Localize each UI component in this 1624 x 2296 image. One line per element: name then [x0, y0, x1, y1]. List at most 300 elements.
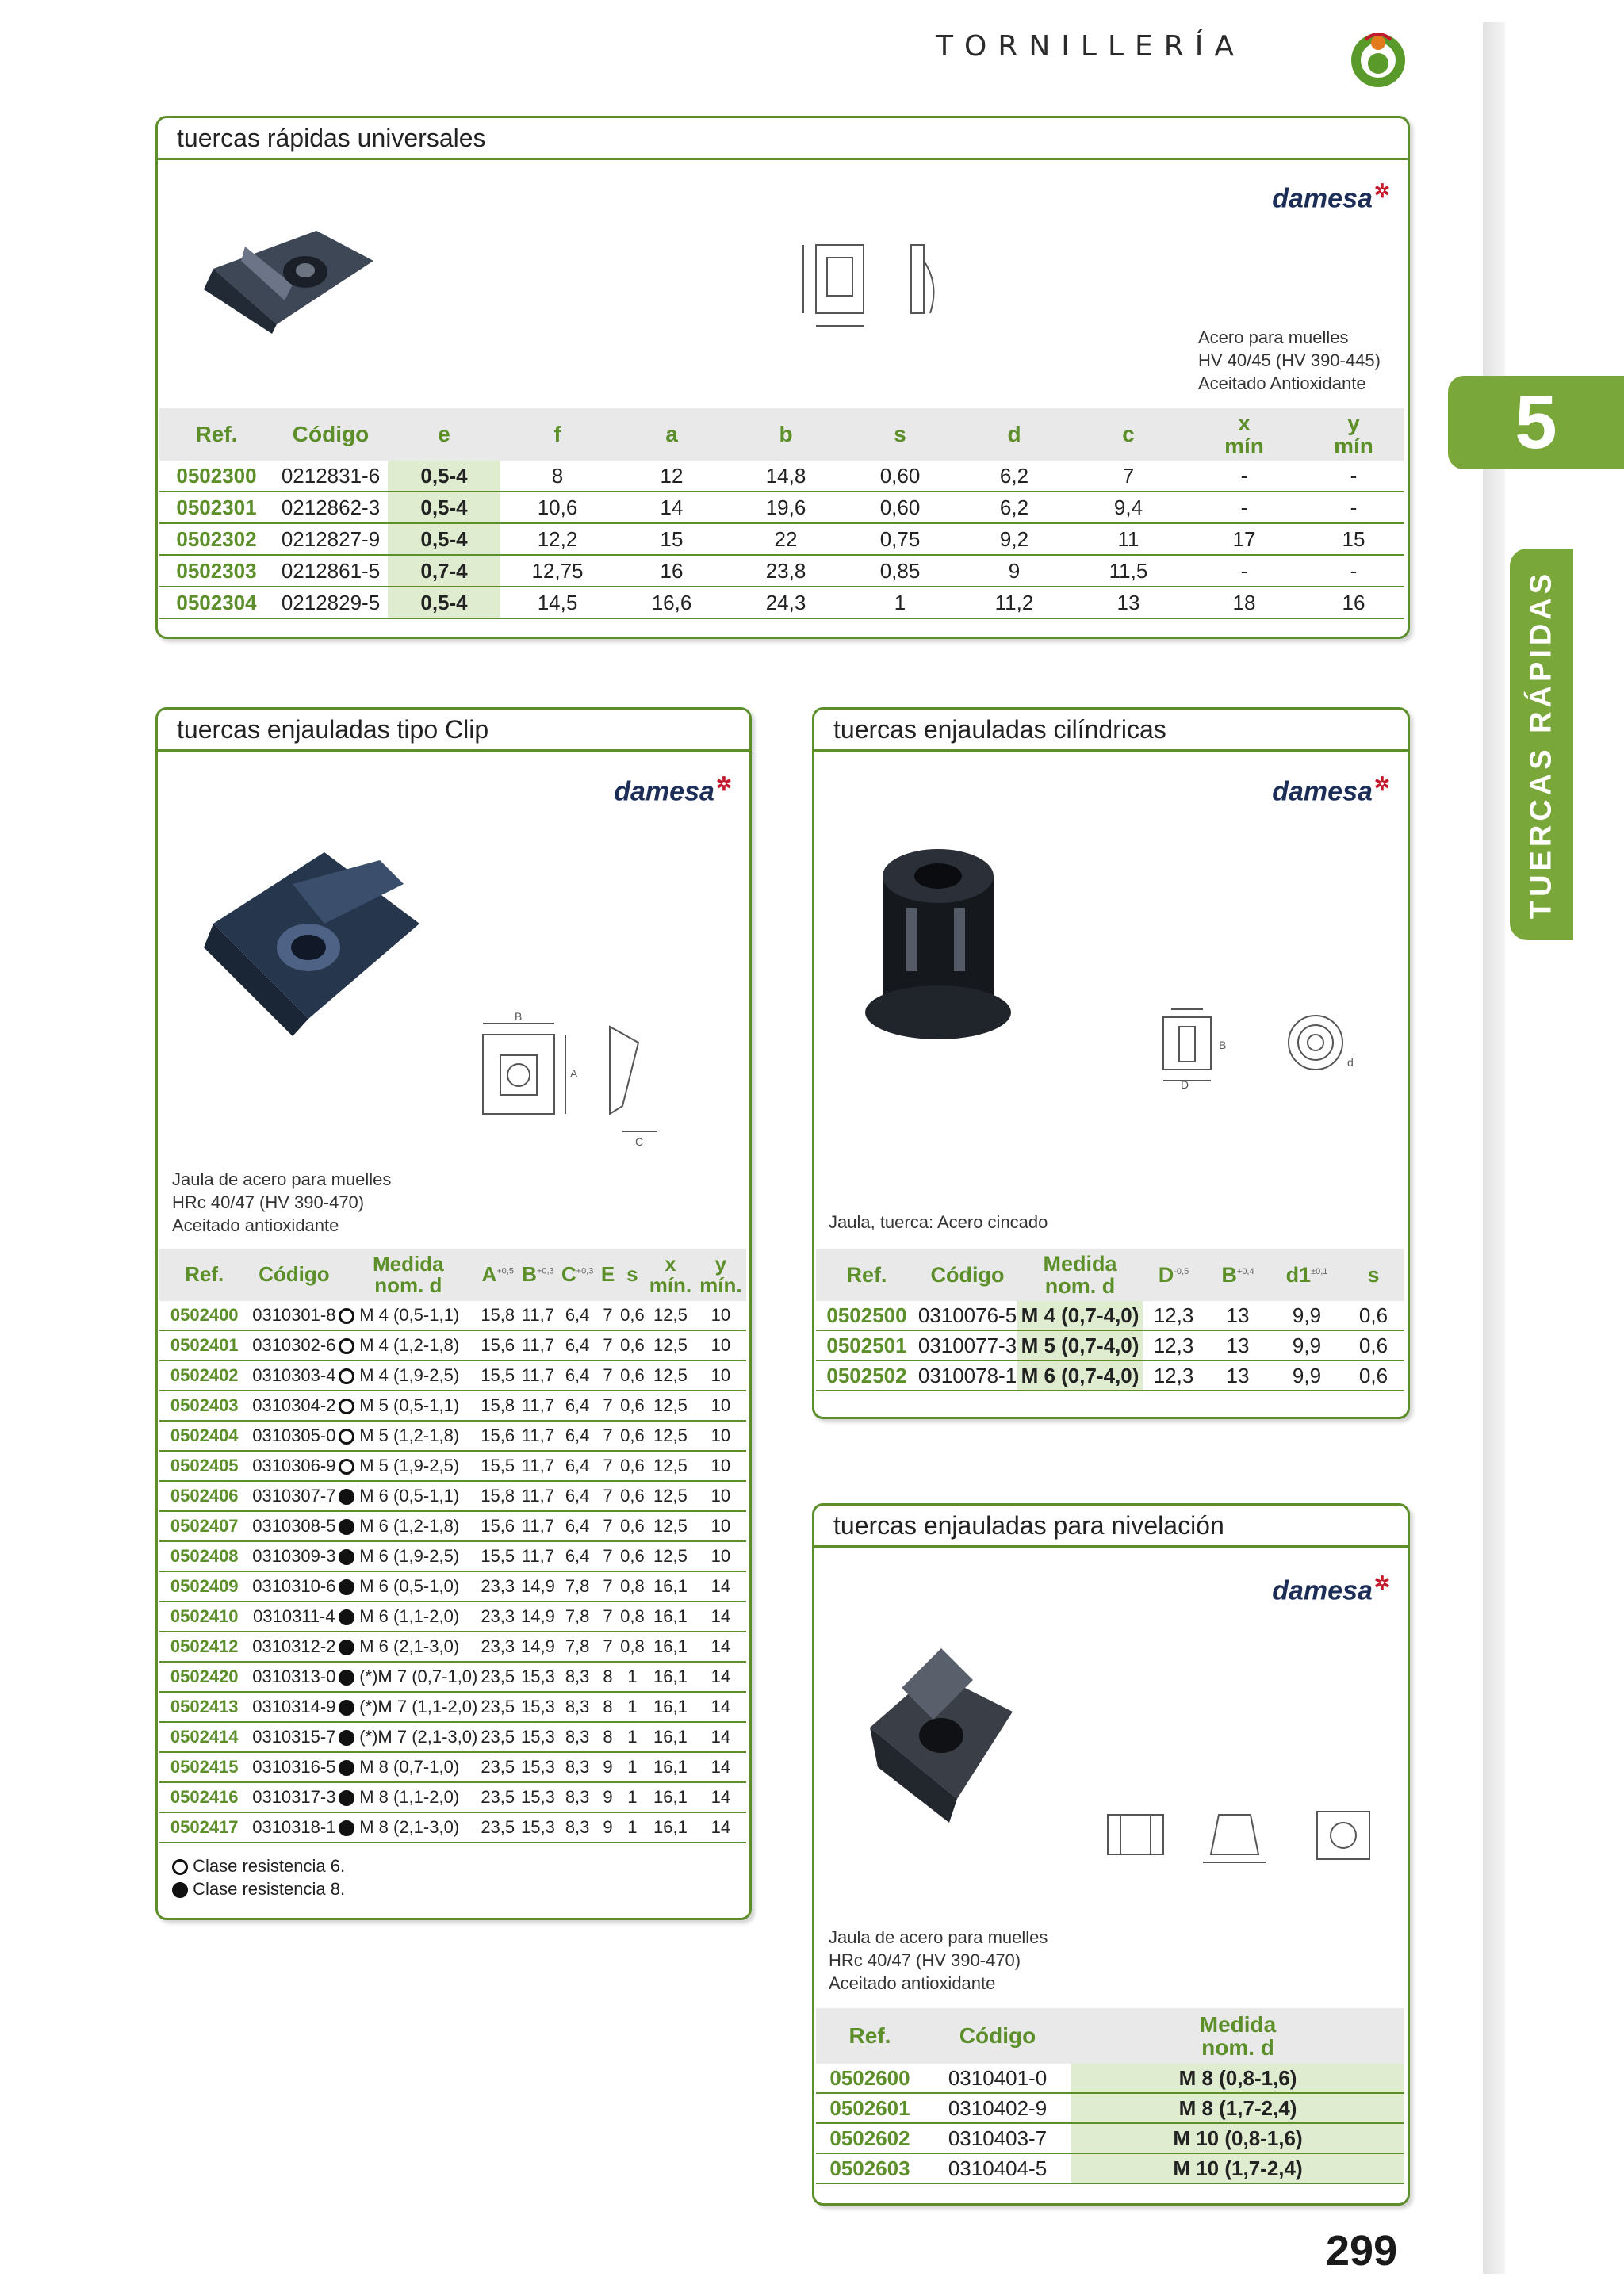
- cell-c: 7: [1071, 461, 1185, 492]
- cell-E: 7: [596, 1632, 619, 1662]
- cell-E: 7: [596, 1451, 619, 1481]
- cell-A: 15,8: [477, 1481, 518, 1511]
- cell-b: 14,8: [729, 461, 843, 492]
- cell-s: 0,6: [1342, 1330, 1404, 1360]
- cell-s: 0,60: [843, 492, 957, 523]
- cell-x: 16,1: [645, 1692, 695, 1722]
- cell-ref: 0502420: [159, 1662, 249, 1692]
- filled-circle-icon: [339, 1670, 354, 1686]
- col-f: f: [500, 408, 615, 461]
- cell-y: 14: [695, 1782, 746, 1812]
- cell-C: 6,4: [558, 1511, 597, 1541]
- cell-E: 7: [596, 1571, 619, 1601]
- cell-medida: M 8 (0,8-1,6): [1071, 2064, 1404, 2093]
- technical-drawing-universal: [792, 229, 967, 348]
- cell-C: 8,3: [558, 1812, 597, 1843]
- svg-text:C: C: [635, 1135, 644, 1148]
- cell-medida: M 10 (0,8-1,6): [1071, 2123, 1404, 2153]
- product-photo-clip-cage-nut: [197, 828, 435, 1043]
- cell-A: 23,5: [477, 1662, 518, 1692]
- cell-medida: M 6 (2,1-3,0): [339, 1632, 477, 1662]
- cell-C: 7,8: [558, 1601, 597, 1632]
- cell-d1: 9,9: [1271, 1301, 1342, 1330]
- cell-medida: M 5 (1,9-2,5): [339, 1451, 477, 1481]
- cell-medida: M 6 (0,5-1,0): [339, 1571, 477, 1601]
- filled-circle-icon: [339, 1519, 354, 1535]
- cell-ref: 0502302: [159, 523, 274, 555]
- cell-ref: 0502304: [159, 587, 274, 618]
- cell-e: 0,5-4: [388, 523, 500, 555]
- cell-ref: 0502601: [816, 2093, 924, 2123]
- open-circle-icon: [339, 1459, 354, 1475]
- cell-medida: M 8 (0,7-1,0): [339, 1752, 477, 1782]
- panel-tuercas-enjauladas-nivelacion: [812, 1503, 1410, 2206]
- cell-y: 14: [695, 1571, 746, 1601]
- cell-medida: (*)M 7 (2,1-3,0): [339, 1722, 477, 1752]
- cell-f: 8: [500, 461, 615, 492]
- col-medida: Medida nom. d: [1071, 2008, 1404, 2064]
- cell-codigo: 0310308-5: [249, 1511, 339, 1541]
- table-universales: [159, 408, 1404, 619]
- cell-d: 9: [957, 555, 1071, 587]
- filled-circle-icon: [339, 1549, 354, 1565]
- cell-codigo: 0310311-4: [249, 1601, 339, 1632]
- table-row: [816, 2123, 1404, 2153]
- cell-A: 23,5: [477, 1722, 518, 1752]
- table-row: [159, 1752, 746, 1782]
- cell-b: 24,3: [729, 587, 843, 618]
- cell-s: 0,6: [619, 1421, 646, 1451]
- cell-A: 15,5: [477, 1541, 518, 1571]
- section-title: tuercas rápidas universales: [158, 118, 1408, 160]
- table-row: [159, 523, 1404, 555]
- cell-codigo: 0310312-2: [249, 1632, 339, 1662]
- cell-y: 14: [695, 1752, 746, 1782]
- cell-B: 13: [1205, 1360, 1271, 1391]
- cell-codigo: 0310401-0: [924, 2064, 1071, 2093]
- cell-medida: M 5 (0,5-1,1): [339, 1391, 477, 1421]
- cell-f: 12,2: [500, 523, 615, 555]
- cell-y: 10: [695, 1330, 746, 1360]
- col-ref: Ref.: [816, 1249, 917, 1301]
- cell-x: 12,5: [645, 1391, 695, 1421]
- cell-ref: 0502416: [159, 1782, 249, 1812]
- cell-c: 11,5: [1071, 555, 1185, 587]
- brand-mark-icon: ✲: [1373, 181, 1390, 202]
- brand-damesa: damesa✲: [1272, 1573, 1390, 1606]
- cell-x: 16,1: [645, 1722, 695, 1752]
- cell-ref: 0502414: [159, 1722, 249, 1752]
- table-row: [159, 1722, 746, 1752]
- cell-s: 1: [619, 1722, 646, 1752]
- cell-y: 10: [695, 1541, 746, 1571]
- cell-s: 1: [843, 587, 957, 618]
- cell-C: 7,8: [558, 1632, 597, 1662]
- cell-medida: M 8 (1,7-2,4): [1071, 2093, 1404, 2123]
- col-ref: Ref.: [159, 408, 274, 461]
- cell-d: 6,2: [957, 492, 1071, 523]
- filled-circle-icon: [339, 1700, 354, 1716]
- cell-x: 12,5: [645, 1360, 695, 1391]
- cell-A: 23,5: [477, 1782, 518, 1812]
- cell-codigo: 0310307-7: [249, 1481, 339, 1511]
- table-row: [159, 1360, 746, 1391]
- cell-medida: M 6 (0,7-4,0): [1017, 1360, 1143, 1391]
- cell-codigo: 0310403-7: [924, 2123, 1071, 2153]
- open-circle-icon: [172, 1859, 188, 1875]
- col-d: d: [957, 408, 1071, 461]
- table-row: [816, 2153, 1404, 2183]
- cell-ref: 0502415: [159, 1752, 249, 1782]
- cell-y: 14: [695, 1692, 746, 1722]
- cell-e: 0,5-4: [388, 492, 500, 523]
- col-ref: Ref.: [816, 2008, 924, 2064]
- cell-E: 7: [596, 1541, 619, 1571]
- col-c: c: [1071, 408, 1185, 461]
- brand-mark-icon: ✲: [1373, 774, 1390, 795]
- cell-s: 0,6: [619, 1481, 646, 1511]
- table-nivelacion: [816, 2008, 1404, 2184]
- panel-tuercas-enjauladas-cilindricas: [812, 707, 1410, 1419]
- cell-s: 1: [619, 1812, 646, 1843]
- table-row: [159, 1421, 746, 1451]
- cell-C: 6,4: [558, 1360, 597, 1391]
- cell-y: 15: [1303, 523, 1404, 555]
- brand-damesa: damesa✲: [1272, 181, 1390, 214]
- brand-logo-icon: [1348, 29, 1408, 89]
- cell-codigo: 0310310-6: [249, 1571, 339, 1601]
- section-title: tuercas enjauladas cilíndricas: [814, 710, 1408, 752]
- table-row: [159, 1330, 746, 1360]
- cell-d: 11,2: [957, 587, 1071, 618]
- filled-circle-icon: [172, 1882, 188, 1898]
- cell-B: 15,3: [518, 1662, 558, 1692]
- cell-ref: 0502410: [159, 1601, 249, 1632]
- cell-medida: M 5 (0,7-4,0): [1017, 1330, 1143, 1360]
- cell-E: 7: [596, 1391, 619, 1421]
- cell-d1: 9,9: [1271, 1360, 1342, 1391]
- cell-s: 0,8: [619, 1601, 646, 1632]
- material-note: Jaula de acero para muelles HRc 40/47 (HV 390-470) Aceitado antioxidante: [172, 1169, 392, 1235]
- cell-e: 0,7-4: [388, 555, 500, 587]
- cell-y: 10: [695, 1481, 746, 1511]
- cell-y: -: [1303, 555, 1404, 587]
- col-C: $C^{+0,3}$: [558, 1249, 597, 1301]
- cell-ref: 0502301: [159, 492, 274, 523]
- cell-s: 0,75: [843, 523, 957, 555]
- cell-s: 0,6: [619, 1511, 646, 1541]
- section-side-label: TUERCAS RÁPIDAS: [1524, 569, 1558, 920]
- cell-x: -: [1185, 461, 1303, 492]
- cell-s: 0,6: [1342, 1360, 1404, 1391]
- panel-tuercas-rapidas-universales: [155, 116, 1410, 639]
- cell-B: 11,7: [518, 1421, 558, 1451]
- cell-medida: M 6 (1,1-2,0): [339, 1601, 477, 1632]
- cell-d: 9,2: [957, 523, 1071, 555]
- col-s: s: [843, 408, 957, 461]
- table-row: [159, 1601, 746, 1632]
- cell-A: 15,5: [477, 1360, 518, 1391]
- cell-codigo: 0310078-1: [917, 1360, 1017, 1391]
- cell-ref: 0502501: [816, 1330, 917, 1360]
- cell-c: 9,4: [1071, 492, 1185, 523]
- cell-x: 16,1: [645, 1571, 695, 1601]
- cell-b: 23,8: [729, 555, 843, 587]
- cell-x: 17: [1185, 523, 1303, 555]
- cell-B: 14,9: [518, 1632, 558, 1662]
- cell-B: 15,3: [518, 1692, 558, 1722]
- col-y: y mín: [1303, 408, 1404, 461]
- page-number: 299: [1326, 2227, 1398, 2275]
- col-E: E: [596, 1249, 619, 1301]
- cell-A: 15,6: [477, 1511, 518, 1541]
- table-row: [159, 1632, 746, 1662]
- cell-codigo: 0310304-2: [249, 1391, 339, 1421]
- cell-ref: 0502402: [159, 1360, 249, 1391]
- cell-B: 11,7: [518, 1360, 558, 1391]
- cell-s: 0,6: [619, 1391, 646, 1421]
- filled-circle-icon: [339, 1820, 354, 1836]
- cell-C: 6,4: [558, 1330, 597, 1360]
- filled-circle-icon: [339, 1579, 354, 1595]
- cell-a: 16: [615, 555, 729, 587]
- col-codigo: Código: [249, 1249, 339, 1301]
- cell-ref: 0502413: [159, 1692, 249, 1722]
- cell-A: 15,5: [477, 1451, 518, 1481]
- cell-ref: 0502408: [159, 1541, 249, 1571]
- cell-codigo: 0310303-4: [249, 1360, 339, 1391]
- cell-y: 14: [695, 1662, 746, 1692]
- cell-codigo: 0212862-3: [274, 492, 388, 523]
- table-cilindricas: [816, 1249, 1404, 1391]
- cell-f: 12,75: [500, 555, 615, 587]
- col-A: $A^{+0,5}$: [477, 1249, 518, 1301]
- cell-y: 10: [695, 1391, 746, 1421]
- material-note: Jaula, tuerca: Acero cincado: [829, 1212, 1048, 1232]
- cell-ref: 0502600: [816, 2064, 924, 2093]
- cell-C: 7,8: [558, 1571, 597, 1601]
- filled-circle-icon: [339, 1760, 354, 1776]
- cell-x: 12,5: [645, 1511, 695, 1541]
- cell-codigo: 0212831-6: [274, 461, 388, 492]
- cell-E: 7: [596, 1330, 619, 1360]
- table-row: [159, 1391, 746, 1421]
- cell-E: 8: [596, 1662, 619, 1692]
- table-row: [159, 461, 1404, 492]
- cell-codigo: 0310301-8: [249, 1301, 339, 1330]
- cell-codigo: 0212829-5: [274, 587, 388, 618]
- cell-y: -: [1303, 492, 1404, 523]
- cell-A: 15,8: [477, 1301, 518, 1330]
- cell-codigo: 0310402-9: [924, 2093, 1071, 2123]
- cell-C: 6,4: [558, 1421, 597, 1451]
- cell-B: 11,7: [518, 1481, 558, 1511]
- open-circle-icon: [339, 1429, 354, 1445]
- cell-a: 12: [615, 461, 729, 492]
- cell-C: 6,4: [558, 1481, 597, 1511]
- cell-ref: 0502303: [159, 555, 274, 587]
- cell-e: 0,5-4: [388, 587, 500, 618]
- cell-codigo: 0212861-5: [274, 555, 388, 587]
- table-row: [816, 1360, 1404, 1391]
- table-row: [159, 1692, 746, 1722]
- cell-medida: M 8 (1,1-2,0): [339, 1782, 477, 1812]
- cell-codigo: 0310306-9: [249, 1451, 339, 1481]
- cell-y: -: [1303, 461, 1404, 492]
- cell-C: 6,4: [558, 1541, 597, 1571]
- cell-s: 0,6: [619, 1541, 646, 1571]
- cell-C: 8,3: [558, 1752, 597, 1782]
- right-page-rail: [1483, 22, 1505, 2274]
- legend-resistance-classes: [172, 1854, 345, 1900]
- cell-ref: 0502405: [159, 1451, 249, 1481]
- cell-C: 6,4: [558, 1451, 597, 1481]
- cell-C: 8,3: [558, 1662, 597, 1692]
- col-medida: Medida nom. d: [1017, 1249, 1143, 1301]
- cell-a: 16,6: [615, 587, 729, 618]
- col-s: s: [619, 1249, 646, 1301]
- cell-ref: 0502300: [159, 461, 274, 492]
- col-B: $B^{+0,4}$: [1205, 1249, 1271, 1301]
- cell-ref: 0502602: [816, 2123, 924, 2153]
- panel-tuercas-enjauladas-clip: [155, 707, 752, 1920]
- cell-E: 7: [596, 1421, 619, 1451]
- cell-E: 9: [596, 1782, 619, 1812]
- cell-x: -: [1185, 492, 1303, 523]
- cell-x: 12,5: [645, 1481, 695, 1511]
- col-x: x mín.: [645, 1249, 695, 1301]
- cell-A: 23,5: [477, 1752, 518, 1782]
- svg-text:B: B: [515, 1011, 523, 1023]
- cell-x: 16,1: [645, 1601, 695, 1632]
- cell-f: 10,6: [500, 492, 615, 523]
- cell-A: 15,6: [477, 1330, 518, 1360]
- cell-D: 12,3: [1143, 1330, 1205, 1360]
- cell-codigo: 0310076-5: [917, 1301, 1017, 1330]
- table-row: [159, 1511, 746, 1541]
- cell-medida: M 8 (2,1-3,0): [339, 1812, 477, 1843]
- cell-D: 12,3: [1143, 1301, 1205, 1330]
- cell-medida: M 4 (0,5-1,1): [339, 1301, 477, 1330]
- table-row: [816, 1301, 1404, 1330]
- cell-y: 10: [695, 1451, 746, 1481]
- cell-c: 13: [1071, 587, 1185, 618]
- cell-f: 14,5: [500, 587, 615, 618]
- cell-ref: 0502502: [816, 1360, 917, 1391]
- technical-drawing-leveling: [1092, 1799, 1393, 1878]
- cell-E: 7: [596, 1481, 619, 1511]
- cell-s: 1: [619, 1692, 646, 1722]
- cell-codigo: 0310313-0: [249, 1662, 339, 1692]
- cell-b: 22: [729, 523, 843, 555]
- cell-y: 10: [695, 1511, 746, 1541]
- cell-b: 19,6: [729, 492, 843, 523]
- cell-s: 0,8: [619, 1632, 646, 1662]
- cell-y: 16: [1303, 587, 1404, 618]
- cell-medida: M 10 (1,7-2,4): [1071, 2153, 1404, 2183]
- cell-s: 1: [619, 1752, 646, 1782]
- cell-C: 8,3: [558, 1692, 597, 1722]
- cell-d: 6,2: [957, 461, 1071, 492]
- cell-codigo: 0310318-1: [249, 1812, 339, 1843]
- cell-s: 0,8: [619, 1571, 646, 1601]
- cell-B: 11,7: [518, 1301, 558, 1330]
- page-header-title: TORNILLERÍA: [936, 30, 1246, 63]
- product-photo-cylindrical-cage-nut: [859, 836, 1017, 1050]
- cell-x: 16,1: [645, 1812, 695, 1843]
- cell-y: 10: [695, 1421, 746, 1451]
- cell-medida: M 4 (1,2-1,8): [339, 1330, 477, 1360]
- cell-c: 11: [1071, 523, 1185, 555]
- material-note: Jaula de acero para muelles HRc 40/47 (HV 390-470) Aceitado antioxidante: [829, 1927, 1048, 1993]
- cell-B: 11,7: [518, 1511, 558, 1541]
- table-row: [159, 1451, 746, 1481]
- section-side-tab: [1510, 549, 1573, 940]
- cell-x: 12,5: [645, 1421, 695, 1451]
- col-codigo: Código: [917, 1249, 1017, 1301]
- cell-medida: (*)M 7 (1,1-2,0): [339, 1692, 477, 1722]
- cell-ref: 0502603: [816, 2153, 924, 2183]
- col-a: a: [615, 408, 729, 461]
- cell-y: 10: [695, 1301, 746, 1330]
- cell-codigo: 0310404-5: [924, 2153, 1071, 2183]
- cell-s: 1: [619, 1782, 646, 1812]
- cell-s: 0,85: [843, 555, 957, 587]
- brand-mark-icon: ✲: [1373, 1573, 1390, 1594]
- cell-medida: M 6 (1,2-1,8): [339, 1511, 477, 1541]
- cell-y: 10: [695, 1360, 746, 1391]
- cell-x: 16,1: [645, 1662, 695, 1692]
- table-row: [159, 587, 1404, 618]
- cell-E: 8: [596, 1722, 619, 1752]
- table-row: [159, 555, 1404, 587]
- cell-B: 13: [1205, 1330, 1271, 1360]
- material-note: Acero para muelles HV 40/45 (HV 390-445) Aceitado Antioxidante: [1198, 327, 1381, 393]
- cell-B: 14,9: [518, 1601, 558, 1632]
- open-circle-icon: [339, 1368, 354, 1384]
- cell-E: 9: [596, 1752, 619, 1782]
- cell-x: 12,5: [645, 1451, 695, 1481]
- cell-E: 7: [596, 1360, 619, 1391]
- cell-ref: 0502400: [159, 1301, 249, 1330]
- cell-B: 11,7: [518, 1391, 558, 1421]
- cell-A: 23,3: [477, 1571, 518, 1601]
- filled-circle-icon: [339, 1640, 354, 1655]
- col-d1: $d1^{\pm 0,1}$: [1271, 1249, 1342, 1301]
- cell-B: 15,3: [518, 1812, 558, 1843]
- cell-x: 16,1: [645, 1752, 695, 1782]
- cell-A: 23,5: [477, 1812, 518, 1843]
- open-circle-icon: [339, 1399, 354, 1414]
- cell-A: 15,6: [477, 1421, 518, 1451]
- table-row: [159, 1662, 746, 1692]
- cell-ref: 0502403: [159, 1391, 249, 1421]
- product-photo-leveling-cage-nut: [854, 1640, 1028, 1831]
- cell-codigo: 0310302-6: [249, 1330, 339, 1360]
- cell-B: 11,7: [518, 1330, 558, 1360]
- cell-E: 9: [596, 1812, 619, 1843]
- table-row: [816, 1330, 1404, 1360]
- cell-s: 0,6: [619, 1301, 646, 1330]
- cell-medida: M 5 (1,2-1,8): [339, 1421, 477, 1451]
- open-circle-icon: [339, 1308, 354, 1324]
- cell-ref: 0502417: [159, 1812, 249, 1843]
- cell-d1: 9,9: [1271, 1330, 1342, 1360]
- cell-B: 15,3: [518, 1782, 558, 1812]
- filled-circle-icon: [339, 1790, 354, 1806]
- cell-codigo: 0310305-0: [249, 1421, 339, 1451]
- col-D: $D^{-0,5}$: [1143, 1249, 1205, 1301]
